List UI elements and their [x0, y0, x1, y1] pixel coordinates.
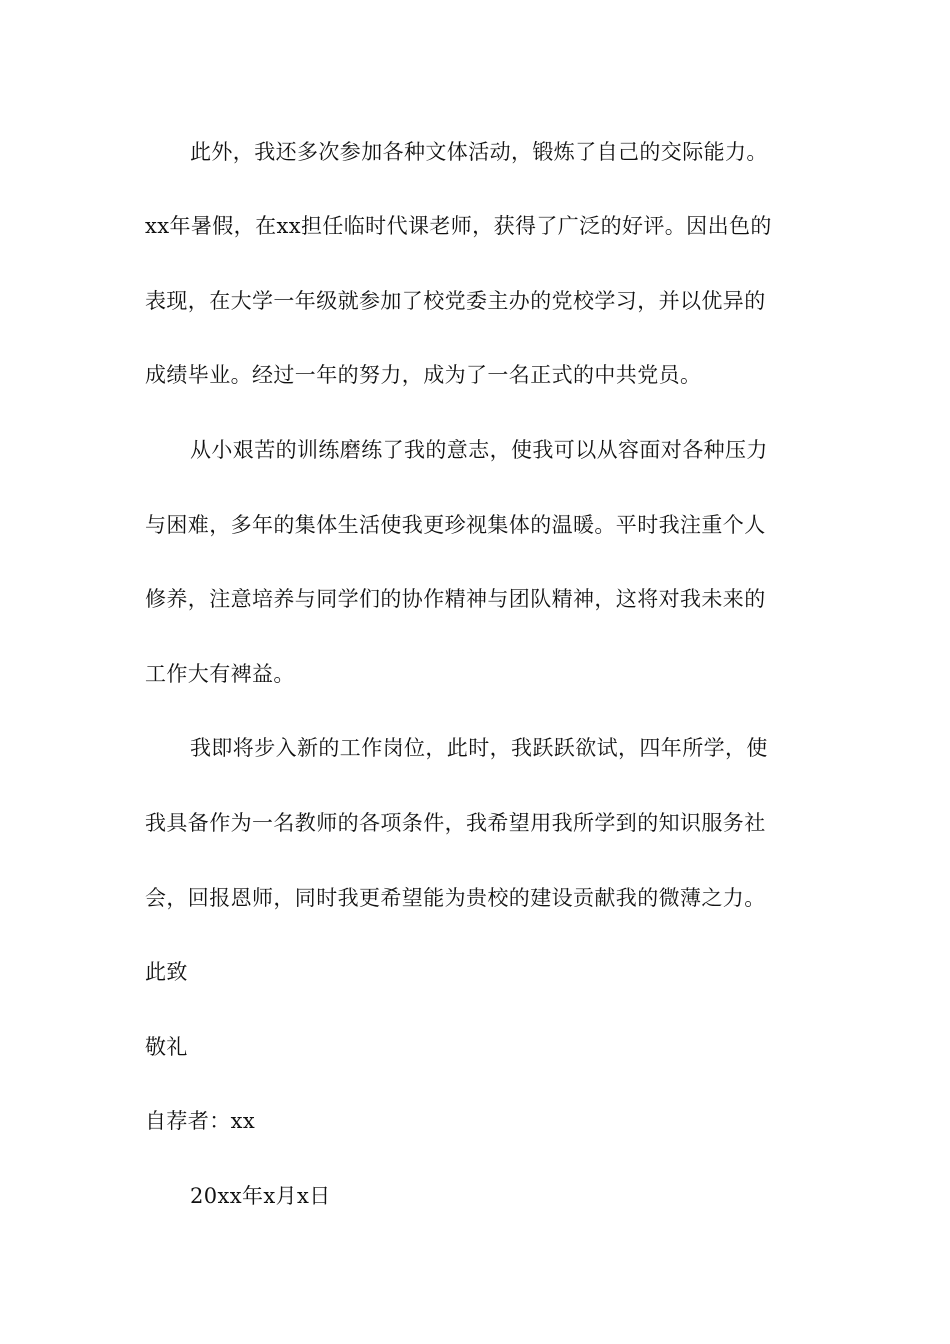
date-line: 20xx年x月x日	[190, 1184, 331, 1208]
paragraph-2-line-4: 工作大有裨益。	[145, 662, 295, 686]
salutation-text: 敬礼	[145, 1035, 188, 1059]
paragraph-2-line-3: 修养，注意培养与同学们的协作精神与团队精神，这将对我未来的	[145, 587, 766, 611]
paragraph-1-line-3: 表现，在大学一年级就参加了校党委主办的党校学习，并以优异的	[145, 289, 766, 313]
paragraph-1-line-1: 此外，我还多次参加各种文体活动，锻炼了自己的交际能力。	[190, 140, 768, 164]
paragraph-1-line-2: xx年暑假，在xx担任临时代课老师，获得了广泛的好评。因出色的	[145, 214, 772, 238]
paragraph-2-line-2: 与困难，多年的集体生活使我更珍视集体的温暖。平时我注重个人	[145, 513, 766, 537]
paragraph-1-line-4: 成绩毕业。经过一年的努力，成为了一名正式的中共党员。	[145, 363, 702, 387]
closing-text: 此致	[145, 960, 188, 984]
paragraph-3-line-2: 我具备作为一名教师的各项条件，我希望用我所学到的知识服务社	[145, 811, 766, 835]
signature-line: 自荐者：xx	[145, 1109, 256, 1133]
paragraph-3-line-1: 我即将步入新的工作岗位，此时，我跃跃欲试，四年所学，使	[190, 736, 768, 760]
paragraph-2-line-1: 从小艰苦的训练磨练了我的意志，使我可以从容面对各种压力	[190, 438, 768, 462]
paragraph-3-line-3: 会，回报恩师，同时我更希望能为贵校的建设贡献我的微薄之力。	[145, 886, 766, 910]
